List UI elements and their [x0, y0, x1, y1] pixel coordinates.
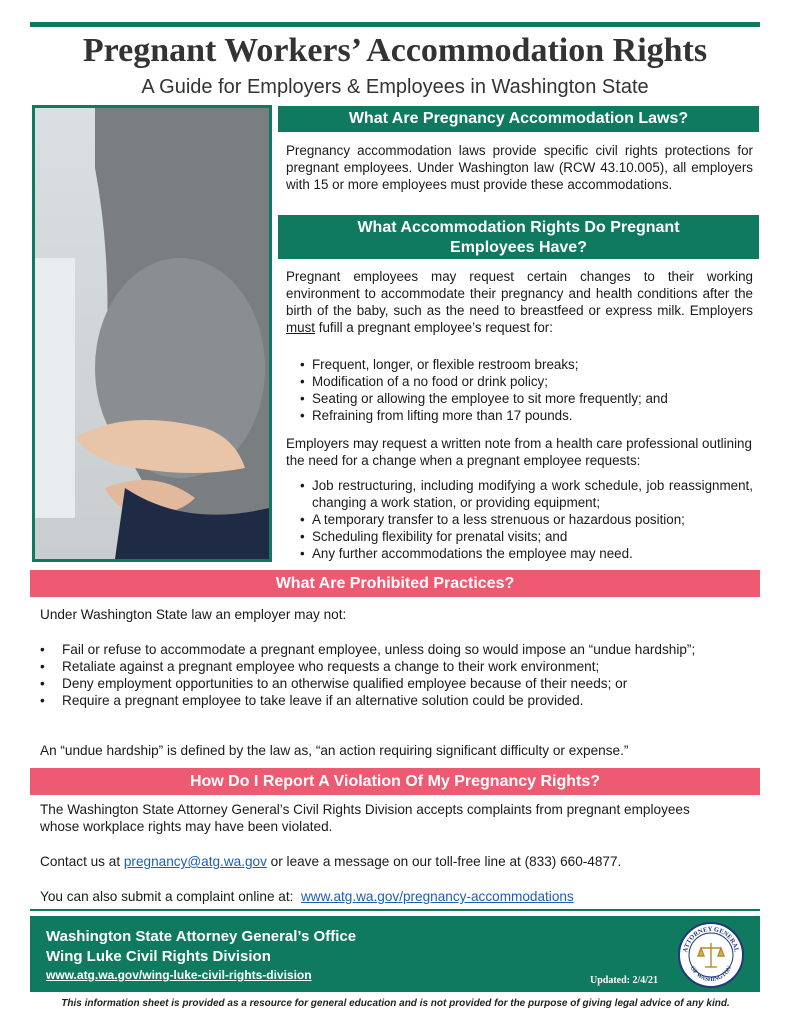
list-item: • A temporary transfer to a less strenuous or hazardous position;: [300, 511, 753, 528]
contact-prefix: Contact us at: [40, 854, 124, 869]
list-item: • Retaliate against a pregnant employee who requests a change to their work environment;: [40, 658, 740, 675]
may-require-note-list: [300, 477, 753, 562]
list-item: • Seating or allowing the employee to sit more frequently; and: [300, 390, 753, 407]
online-prefix: You can also submit a complaint online at:: [40, 889, 301, 904]
footer-banner: [30, 916, 760, 992]
section-rights-heading-line2: Employees Have?: [450, 239, 587, 256]
attorney-general-seal: [677, 921, 745, 989]
footer-url-link[interactable]: www.atg.wa.gov/wing-luke-civil-rights-division: [46, 968, 312, 982]
section-laws-heading: What Are Pregnancy Accommodation Laws?: [278, 106, 759, 132]
seal-text-bottom: OF WASHINGTON: [688, 965, 734, 984]
contact-suffix: or leave a message on our toll-free line at (833) 660-4877.: [266, 854, 622, 869]
disclaimer: This information sheet is provided as a resource for general education and is not provided for the purpose of giving legal advice of any kind.: [61, 998, 730, 1009]
section-prohibited-heading: What Are Prohibited Practices?: [30, 570, 760, 597]
rights-body-after: fufill a pregnant employee’s request for:: [315, 320, 553, 335]
section-report-heading: How Do I Report A Violation Of My Pregnancy Rights?: [30, 768, 760, 795]
footer-division: Wing Luke Civil Rights Division: [46, 948, 271, 965]
section-report-body: The Washington State Attorney General’s Civil Rights Division accepts complaints from pregnant employees whose workplace rights may have been violated.: [40, 802, 690, 834]
list-item: • Frequent, longer, or flexible restroom breaks;: [300, 356, 753, 373]
undue-hardship-definition: An “undue hardship” is defined by the law as, “an action requiring significant difficulty or expense.”: [40, 743, 629, 758]
top-rule: [30, 22, 760, 27]
complaint-url-link[interactable]: www.atg.wa.gov/pregnancy-accommodations: [300, 889, 574, 904]
rights-body-emphasis: must: [286, 320, 316, 335]
online-line: [40, 888, 574, 905]
prohibited-practices-list: [40, 641, 740, 709]
list-item: • Any further accommodations the employee may need.: [300, 545, 753, 562]
updated-date: Updated: 2/4/21: [590, 975, 659, 986]
list-item: • Require a pregnant employee to take leave if an alternative solution could be provided.: [40, 692, 740, 709]
page-subtitle: A Guide for Employers & Employees in Washington State: [141, 76, 649, 98]
section-rights-body: [286, 268, 753, 336]
seal-text-top: ATTORNEY GENERAL: [682, 925, 740, 953]
footer-office: Washington State Attorney General’s Office: [46, 928, 357, 945]
list-item: • Deny employment opportunities to an otherwise qualified employee because of their needs; or: [40, 675, 740, 692]
section-laws-body: Pregnancy accommodation laws provide specific civil rights protections for pregnant employees. Under Washington law (RCW 43.10.005), all employers with 15 or more employees must provide these accommodations.: [286, 143, 753, 192]
list-item: • Fail or refuse to accommodate a pregnant employee, unless doing so would impose an “undue hardship”;: [40, 641, 740, 658]
list-item: • Job restructuring, including modifying a work schedule, job reassignment, changing a work station, or providing equipment;: [300, 477, 753, 511]
section-rights-heading-line1: What Accommodation Rights Do Pregnant: [357, 219, 680, 236]
email-link[interactable]: pregnancy@atg.wa.gov: [123, 854, 267, 869]
section-rights-note: Employers may request a written note from a health care professional outlining the need for a change when a pregnant employee requests:: [286, 436, 752, 468]
contact-line: [40, 853, 621, 870]
list-item: • Modification of a no food or drink policy;: [300, 373, 753, 390]
pregnant-woman-photo: [32, 105, 272, 562]
page-title: Pregnant Workers’ Accommodation Rights: [82, 32, 708, 69]
must-accommodate-list: [300, 356, 753, 424]
list-item: • Scheduling flexibility for prenatal visits; and: [300, 528, 753, 545]
rights-body-before: Pregnant employees may request certain changes to their working environment to accommodate their pregnancy and health conditions after the birth of the baby, such as the need to breastfeed or express milk. Employers: [286, 269, 753, 318]
list-item: • Refraining from lifting more than 17 pounds.: [300, 407, 753, 424]
footer-rule: [30, 909, 760, 911]
section-rights-heading: [278, 215, 759, 259]
section-prohibited-intro: Under Washington State law an employer may not:: [40, 607, 347, 622]
